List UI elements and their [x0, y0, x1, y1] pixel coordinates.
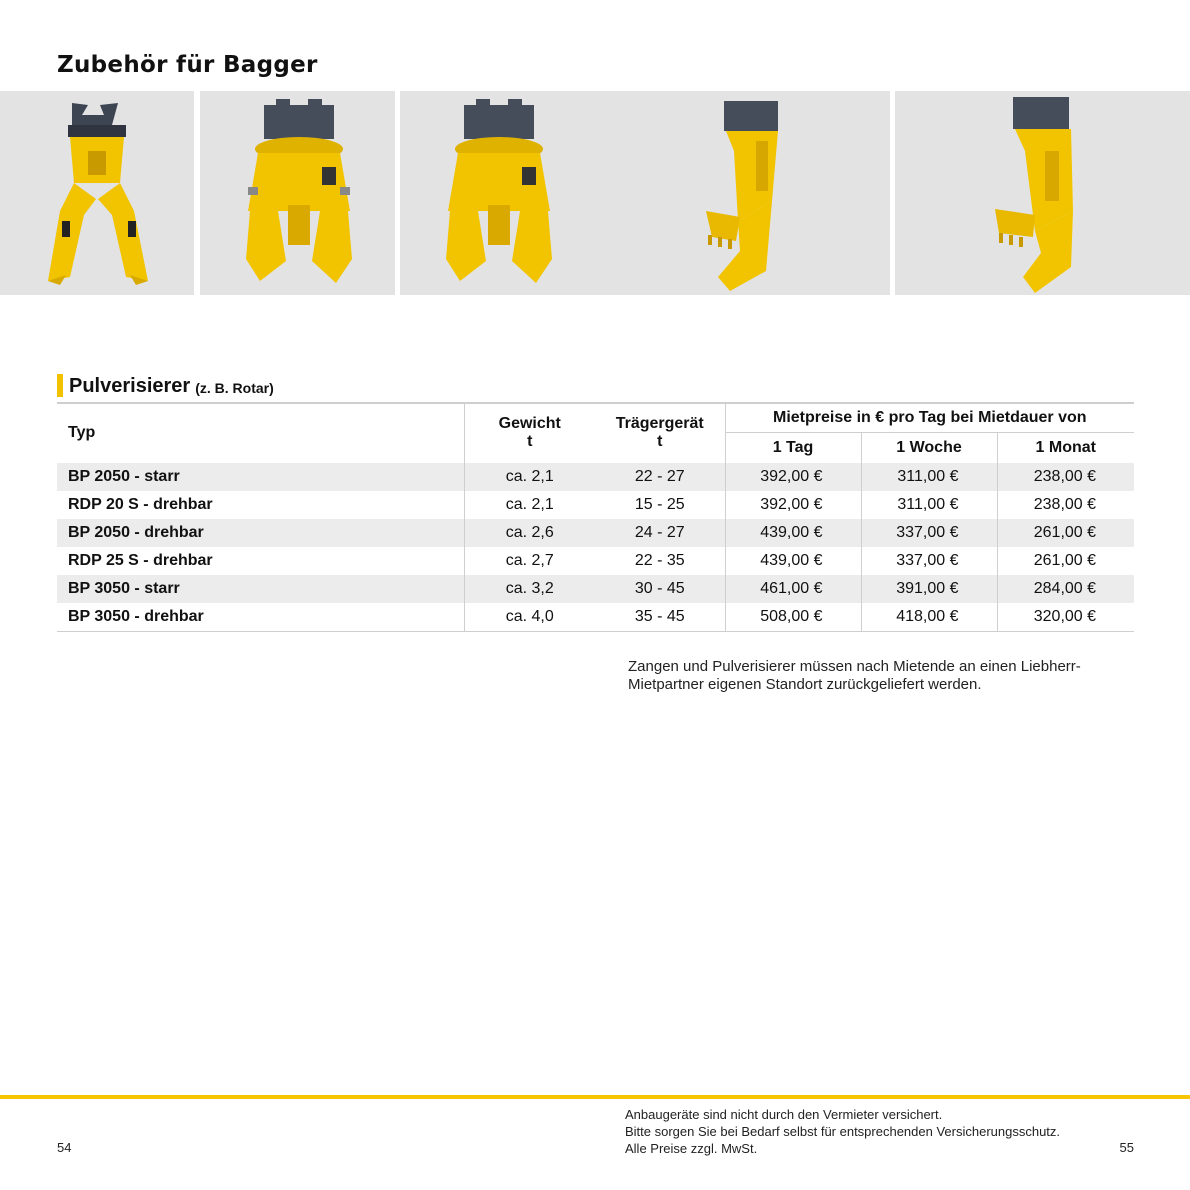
table-row — [57, 547, 1134, 575]
pulverizer-rotating-picture — [200, 91, 395, 295]
cell-traeger: 22 - 35 — [634, 551, 685, 569]
cell-gewicht: ca. 2,7 — [464, 547, 595, 575]
cell-traeger: 15 - 25 — [634, 495, 685, 513]
table-row — [57, 575, 1134, 603]
cell-gewicht: ca. 2,1 — [464, 491, 595, 519]
price-table — [57, 402, 1134, 632]
header-mietpreise: Mietpreise in € pro Tag bei Mietdauer von — [725, 403, 1134, 433]
cell-monat: 238,00 € — [997, 491, 1134, 519]
footer-accent-line — [0, 1095, 1190, 1099]
header-typ: Typ — [68, 424, 96, 442]
cell-gewicht: ca. 3,2 — [464, 575, 595, 603]
product-image-4 — [895, 91, 1190, 295]
footer-notes — [625, 1106, 1060, 1157]
cell-monat: 284,00 € — [997, 575, 1134, 603]
pulverizer-side-picture — [895, 91, 1190, 295]
footer-note-coverage: Bitte sorgen Sie bei Bedarf selbst für entsprechenden Versicherungsschutz. — [625, 1124, 1061, 1139]
header-1-monat: 1 Monat — [997, 433, 1134, 463]
cell-typ: RDP 25 S - drehbar — [68, 551, 213, 569]
cell-woche: 311,00 € — [861, 491, 997, 519]
cell-monat: 238,00 € — [997, 463, 1134, 491]
table-row — [57, 463, 1134, 491]
section-subtitle: (z. B. Rotar) — [195, 380, 274, 396]
header-gewicht-unit: t — [464, 433, 595, 463]
return-note — [628, 658, 1138, 694]
footer-note-insurance: Anbaugeräte sind nicht durch den Vermieter versichert. — [625, 1107, 943, 1122]
header-1-tag: 1 Tag — [725, 433, 861, 463]
cell-traeger: 30 - 45 — [595, 575, 725, 603]
cell-traeger: 35 - 45 — [634, 607, 685, 625]
cell-traeger: 22 - 27 — [595, 463, 725, 491]
cell-typ: RDP 20 S - drehbar — [68, 495, 213, 513]
cell-tag: 392,00 € — [725, 463, 861, 491]
cell-typ: BP 2050 - drehbar — [57, 519, 464, 547]
table-row — [57, 603, 1134, 632]
cell-tag: 439,00 € — [725, 547, 861, 575]
cell-typ: BP 2050 - starr — [57, 463, 464, 491]
cell-tag: 392,00 € — [725, 491, 861, 519]
section-accent-bar — [57, 374, 63, 397]
product-image-1 — [0, 91, 194, 295]
table-row — [57, 519, 1134, 547]
return-note-line-2: Mietpartner eigenen Standort zurückgeliefert werden. — [628, 676, 982, 693]
return-note-line-1: Zangen und Pulverisierer müssen nach Mietende an einen Liebherr- — [628, 658, 1081, 675]
page-title: Zubehör für Bagger — [57, 52, 318, 78]
cell-monat: 261,00 € — [997, 547, 1134, 575]
header-traeger-unit: t — [657, 432, 663, 450]
cell-tag: 508,00 € — [725, 603, 861, 632]
cell-typ: BP 3050 - drehbar — [68, 607, 204, 625]
pulverizer-pair-picture — [400, 91, 890, 295]
footer-note-vat: Alle Preise zzgl. MwSt. — [625, 1141, 758, 1156]
cell-woche: 391,00 € — [861, 575, 997, 603]
pulverizer-open-jaw-picture — [0, 91, 194, 295]
header-gewicht: Gewicht — [464, 403, 595, 433]
product-image-2 — [200, 91, 395, 295]
cell-woche: 337,00 € — [861, 519, 997, 547]
cell-monat: 320,00 € — [997, 603, 1134, 632]
cell-gewicht: ca. 4,0 — [464, 603, 595, 632]
cell-typ: BP 3050 - starr — [57, 575, 464, 603]
product-image-3 — [400, 91, 890, 295]
header-traegergeraet: Trägergerät — [615, 414, 704, 432]
page-number-left: 54 — [57, 1140, 72, 1155]
table-row — [57, 491, 1134, 519]
product-gallery — [0, 91, 1190, 295]
cell-woche: 418,00 € — [861, 603, 997, 632]
header-1-woche: 1 Woche — [861, 433, 997, 463]
cell-woche: 311,00 € — [861, 463, 997, 491]
cell-tag: 461,00 € — [725, 575, 861, 603]
cell-monat: 261,00 € — [997, 519, 1134, 547]
page-number-right: 55 — [1119, 1140, 1134, 1155]
cell-gewicht: ca. 2,6 — [464, 519, 595, 547]
cell-woche: 337,00 € — [861, 547, 997, 575]
cell-traeger: 24 - 27 — [595, 519, 725, 547]
section-title: Pulverisierer — [69, 375, 191, 397]
cell-gewicht: ca. 2,1 — [464, 463, 595, 491]
cell-tag: 439,00 € — [725, 519, 861, 547]
section-heading — [57, 372, 274, 398]
